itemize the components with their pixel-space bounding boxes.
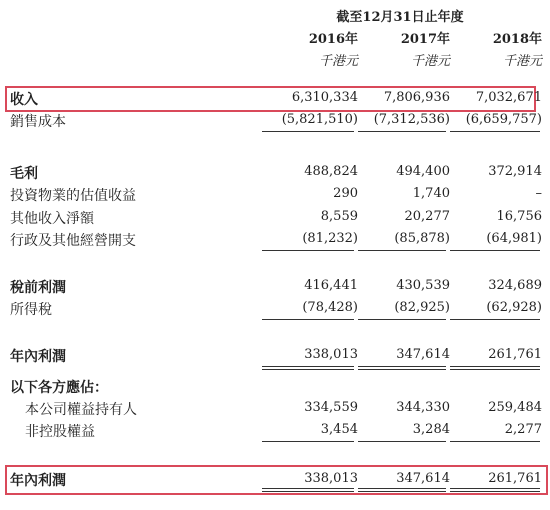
subtotal-rule-2018	[450, 441, 540, 442]
cell-equity-2016: 334,559	[304, 400, 358, 415]
row-label-other-income: 其他收入淨額	[10, 211, 94, 227]
cell-total-profit-2018: 261,761	[488, 471, 542, 486]
double-rule-2016	[262, 369, 354, 370]
cell-revenue-2018: 7,032,671	[475, 90, 542, 105]
cell-admin-2016: (81,232)	[302, 231, 358, 246]
double-rule-2017	[358, 491, 446, 492]
cell-profit-2018: 261,761	[488, 347, 542, 362]
double-rule-2018	[450, 369, 540, 370]
cell-gross-2016: 488,824	[304, 164, 358, 179]
row-label-admin-expenses: 行政及其他經營開支	[10, 233, 136, 249]
cell-valuation-2016: 290	[333, 186, 358, 201]
row-label-cost-of-sales: 銷售成本	[10, 114, 66, 130]
year-2016: 2016年	[308, 32, 358, 47]
cell-other-income-2016: 8,559	[320, 209, 358, 224]
cell-tax-2016: (78,428)	[302, 300, 358, 315]
row-label-profit-for-year-total: 年內利潤	[10, 473, 66, 489]
double-rule-2018	[450, 366, 540, 367]
row-label-revenue: 收入	[10, 92, 38, 108]
row-label-non-controlling: 非控股權益	[25, 424, 95, 440]
subtotal-rule-2017	[358, 319, 446, 320]
cell-equity-2018: 259,484	[488, 400, 542, 415]
double-rule-2017	[358, 369, 446, 370]
cell-admin-2017: (85,878)	[394, 231, 450, 246]
subtotal-rule-2016	[262, 319, 354, 320]
subtotal-rule-2017	[358, 131, 446, 132]
subtotal-rule-2017	[358, 441, 446, 442]
subtotal-rule-2017	[358, 250, 446, 251]
double-rule-2016	[262, 491, 354, 492]
double-rule-2017	[358, 366, 446, 367]
double-rule-2016	[262, 488, 354, 489]
period-header: 截至12月31日止年度	[336, 10, 464, 25]
cell-revenue-2017: 7,806,936	[383, 90, 450, 105]
cell-tax-2017: (82,925)	[394, 300, 450, 315]
row-label-equity-holders: 本公司權益持有人	[25, 402, 137, 418]
cell-revenue-2016: 6,310,334	[291, 90, 358, 105]
cell-equity-2017: 344,330	[396, 400, 450, 415]
cell-pbt-2018: 324,689	[488, 278, 542, 293]
row-label-valuation-gain: 投資物業的估值收益	[10, 188, 136, 204]
subtotal-rule-2018	[450, 319, 540, 320]
row-label-profit-for-year: 年內利潤	[10, 349, 66, 365]
subtotal-rule-2018	[450, 131, 540, 132]
row-label-income-tax: 所得稅	[10, 302, 52, 318]
cell-total-profit-2017: 347,614	[396, 471, 450, 486]
double-rule-2016	[262, 366, 354, 367]
row-label-profit-before-tax: 稅前利潤	[10, 280, 66, 296]
cell-cost-2016: (5,821,510)	[281, 112, 358, 127]
unit-2017: 千港元	[410, 54, 450, 69]
cell-nci-2017: 3,284	[412, 422, 450, 437]
cell-pbt-2016: 416,441	[304, 278, 358, 293]
cell-valuation-2017: 1,740	[412, 186, 450, 201]
year-2017: 2017年	[400, 32, 450, 47]
cell-cost-2017: (7,312,536)	[373, 112, 450, 127]
cell-nci-2016: 3,454	[320, 422, 358, 437]
row-label-gross-profit: 毛利	[10, 166, 38, 182]
year-2018: 2018年	[492, 32, 542, 47]
unit-2018: 千港元	[502, 54, 542, 69]
cell-other-income-2018: 16,756	[496, 209, 542, 224]
cell-nci-2018: 2,277	[504, 422, 542, 437]
subtotal-rule-2016	[262, 250, 354, 251]
cell-total-profit-2016: 338,013	[304, 471, 358, 486]
subtotal-rule-2016	[262, 441, 354, 442]
cell-profit-2016: 338,013	[304, 347, 358, 362]
subtotal-rule-2016	[262, 131, 354, 132]
row-label-attributable-to: 以下各方應佔：	[10, 380, 108, 396]
cell-pbt-2017: 430,539	[396, 278, 450, 293]
unit-2016: 千港元	[318, 54, 358, 69]
double-rule-2018	[450, 491, 540, 492]
cell-tax-2018: (62,928)	[486, 300, 542, 315]
cell-gross-2018: 372,914	[488, 164, 542, 179]
cell-gross-2017: 494,400	[396, 164, 450, 179]
cell-cost-2018: (6,659,757)	[465, 112, 542, 127]
cell-profit-2017: 347,614	[396, 347, 450, 362]
cell-valuation-2018: –	[535, 186, 542, 201]
cell-other-income-2017: 20,277	[404, 209, 450, 224]
cell-admin-2018: (64,981)	[486, 231, 542, 246]
subtotal-rule-2018	[450, 250, 540, 251]
double-rule-2018	[450, 488, 540, 489]
double-rule-2017	[358, 488, 446, 489]
